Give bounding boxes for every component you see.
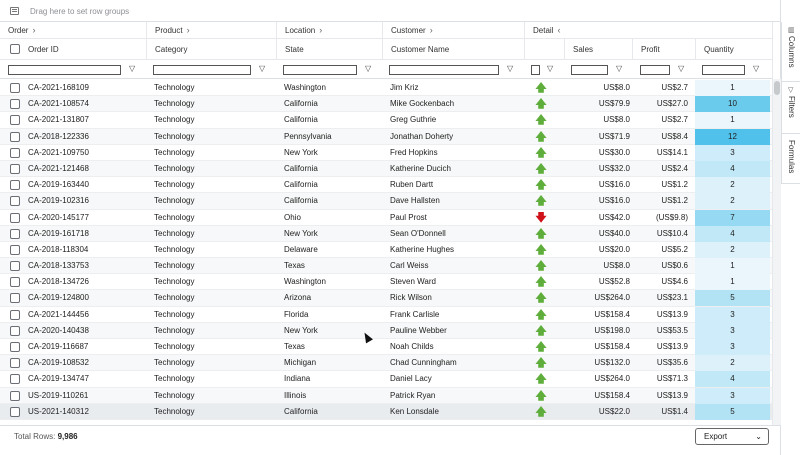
sales-cell: US$52.8 [598,277,630,287]
category-cell: Technology [154,228,195,238]
header-group-product[interactable]: Product › [146,22,276,39]
order-id-cell: CA-2019-108532 [28,358,89,368]
state-cell: Indiana [284,374,311,384]
row-checkbox[interactable] [10,99,20,109]
state-filter-input[interactable] [283,65,357,75]
table-row[interactable] [0,177,772,193]
columns-icon: ▥ [788,27,795,34]
order-id-cell: CA-2021-108574 [28,99,89,109]
quantity-cell: 2 [695,177,770,193]
state-cell: Florida [284,309,309,319]
row-checkbox[interactable] [10,326,20,336]
state-cell: California [284,99,318,109]
tab-filters[interactable]: ▽ Filters [781,82,800,134]
profit-cell: US$2.7 [661,83,688,92]
sales-filter-input[interactable] [571,65,608,75]
customer-cell: Patrick Ryan [390,390,436,400]
state-cell: Ohio [284,212,301,222]
header-group-row [0,22,772,39]
profit-cell: US$1.4 [661,406,688,416]
order-id-cell: CA-2018-133753 [28,261,89,271]
table-row[interactable] [0,404,772,420]
order-id-cell: CA-2019-116687 [28,342,89,351]
customer-cell: Katherine Hughes [390,244,455,254]
filter-icon[interactable]: ▽ [753,64,760,73]
profit-cell: US$2.4 [661,163,688,173]
arrow-up-icon: 🡅 [535,227,547,240]
arrow-up-icon: 🡅 [535,146,547,159]
category-cell: Technology [154,115,195,125]
arrow-up-icon: 🡅 [535,276,547,289]
state-cell: New York [284,228,318,238]
row-checkbox[interactable] [10,115,20,125]
customer-cell: Ken Lonsdale [390,406,439,416]
order-id-cell: CA-2021-131807 [28,115,89,125]
header-group-location[interactable]: Location › [276,22,382,39]
quantity-cell: 1 [695,274,770,290]
sales-cell: US$8.0 [603,115,630,125]
scrollbar-thumb[interactable] [774,81,780,95]
header-group-order[interactable]: Order › [8,25,36,35]
category-cell: Technology [154,99,195,109]
row-checkbox[interactable] [10,342,20,352]
state-cell: New York [284,147,318,157]
order-id-cell: CA-2019-124800 [28,293,89,303]
quantity-cell: 5 [695,290,770,306]
sales-cell: US$40.0 [598,228,630,238]
sales-cell: US$32.0 [598,163,630,173]
customer-cell: Jim Kriz [390,83,419,92]
table-row[interactable] [0,210,772,226]
chevron-right-icon: › [32,25,36,35]
tab-formulas[interactable]: Formulas [781,134,800,184]
row-checkbox[interactable] [10,374,20,384]
sales-cell: US$198.0 [594,325,630,335]
profit-cell: US$53.5 [656,325,688,335]
profit-cell: US$4.6 [661,277,688,287]
quantity-cell: 1 [695,112,770,128]
trend-filter-input[interactable] [531,65,540,75]
category-cell: Technology [154,374,195,384]
filter-icon[interactable]: ▽ [547,64,554,73]
state-cell: California [284,406,318,416]
quantity-cell: 3 [695,145,770,161]
customer-cell: Carl Weiss [390,261,429,271]
quantity-cell: 4 [695,226,770,242]
profit-cell: US$71.3 [656,374,688,384]
row-group-hint: Drag here to set row groups [30,7,130,16]
sales-cell: US$264.0 [594,293,630,303]
profit-cell: US$13.9 [656,309,688,319]
quantity-cell: 2 [695,355,770,371]
filter-icon[interactable]: ▽ [678,64,685,73]
order-id-cell: CA-2019-161718 [28,228,89,238]
customer-cell: Fred Hopkins [390,147,438,157]
order-id-cell: CA-2019-134747 [28,374,89,384]
table-row[interactable] [0,193,772,209]
row-checkbox[interactable] [10,180,20,190]
customer-cell: Katherine Ducich [390,163,451,173]
column-header-row [0,39,772,60]
category-cell: Technology [154,83,195,92]
sales-cell: US$42.0 [598,212,630,222]
tab-columns[interactable]: ▥ Columns [781,22,800,82]
state-cell: Arizona [284,293,312,303]
row-group-panel[interactable] [0,0,781,22]
header-group-customer[interactable]: Customer › [382,22,524,39]
state-cell: Delaware [284,244,318,254]
state-cell: California [284,115,318,125]
customer-cell: Mike Gockenbach [390,99,455,109]
customer-cell: Noah Childs [390,342,434,351]
row-checkbox[interactable] [10,407,20,417]
quantity-cell: 3 [695,339,770,355]
arrow-down-icon: 🡇 [535,211,547,224]
quantity-cell: 10 [695,96,770,112]
customer-cell: Frank Carlisle [390,309,440,319]
header-corner [772,22,781,79]
profit-cell: US$14.1 [656,147,688,157]
category-cell: Technology [154,261,195,271]
row-checkbox[interactable] [10,164,20,174]
arrow-up-icon: 🡅 [535,260,547,273]
category-cell: Technology [154,131,195,141]
row-checkbox[interactable] [10,148,20,158]
table-row[interactable] [0,355,772,371]
row-group-icon [10,7,19,15]
column-header-customer-name[interactable]: Customer Name [382,39,524,60]
table-row[interactable] [0,80,772,96]
customer-cell: Greg Guthrie [390,115,437,125]
row-checkbox[interactable] [10,261,20,271]
profit-cell: US$1.2 [661,180,688,190]
order-id-filter-input[interactable] [8,65,121,75]
customer-cell: Dave Hallsten [390,196,440,206]
category-cell: Technology [154,358,195,368]
profit-cell: US$13.9 [656,390,688,400]
profit-cell: US$0.6 [661,261,688,271]
column-header-sales[interactable]: Sales [564,39,632,60]
sales-cell: US$71.9 [598,131,630,141]
category-cell: Technology [154,293,195,303]
table-row[interactable] [0,323,772,339]
column-header-state[interactable]: State [276,39,382,60]
category-cell: Technology [154,277,195,287]
table-row[interactable] [0,258,772,274]
table-row[interactable] [0,307,772,323]
state-cell: Illinois [284,390,307,400]
arrow-up-icon: 🡅 [535,308,547,321]
sales-cell: US$16.0 [598,180,630,190]
order-id-cell: CA-2018-122336 [28,131,89,141]
total-rows: Total Rows: 9,986 [14,432,78,441]
category-cell: Technology [154,244,195,254]
row-checkbox[interactable] [10,132,20,142]
row-checkbox[interactable] [10,293,20,303]
filter-row [0,60,772,79]
order-id-cell: CA-2021-168109 [28,83,89,92]
order-id-cell: CA-2021-144456 [28,309,89,319]
row-checkbox[interactable] [10,83,20,93]
quantity-cell: 3 [695,307,770,323]
category-cell: Technology [154,342,195,351]
sales-cell: US$8.0 [603,83,630,92]
category-cell: Technology [154,390,195,400]
order-id-cell: CA-2020-145177 [28,212,89,222]
table-row[interactable] [0,145,772,161]
state-cell: Texas [284,261,305,271]
quantity-cell: 3 [695,323,770,339]
table-row[interactable] [0,290,772,306]
profit-cell: US$1.2 [661,196,688,206]
row-checkbox[interactable] [10,277,20,287]
arrow-up-icon: 🡅 [535,243,547,256]
filter-icon: ▽ [788,87,794,94]
category-cell: Technology [154,196,195,206]
state-cell: Michigan [284,358,317,368]
customer-cell: Sean O'Donnell [390,228,446,238]
table-row[interactable] [0,96,772,112]
row-checkbox[interactable] [10,310,20,320]
state-cell: California [284,163,318,173]
table-row[interactable] [0,242,772,258]
arrow-up-icon: 🡅 [535,114,547,127]
profit-filter-input[interactable] [640,65,670,75]
side-bar [781,22,800,425]
row-checkbox[interactable] [10,229,20,239]
sales-cell: US$158.4 [594,342,630,351]
chevron-down-icon: ⌄ [755,432,762,441]
select-all-checkbox[interactable] [10,44,20,54]
customer-cell: Pauline Webber [390,325,447,335]
column-header-quantity[interactable]: Quantity [695,39,772,60]
quantity-cell: 1 [695,80,770,96]
state-cell: California [284,180,318,190]
vertical-scrollbar[interactable] [772,79,781,425]
quantity-cell: 5 [695,404,770,420]
arrow-up-icon: 🡅 [535,130,547,143]
quantity-cell: 7 [695,210,770,226]
profit-cell: US$23.1 [656,293,688,303]
quantity-cell: 12 [695,129,770,145]
quantity-cell: 4 [695,371,770,387]
arrow-up-icon: 🡅 [535,179,547,192]
row-checkbox[interactable] [10,391,20,401]
category-cell: Technology [154,309,195,319]
order-id-cell: CA-2019-102316 [28,196,89,206]
profit-cell: US$5.2 [661,244,688,254]
state-cell: California [284,196,318,206]
sales-cell: US$79.9 [598,99,630,109]
arrow-up-icon: 🡅 [535,292,547,305]
chevron-right-icon: › [186,25,190,35]
order-id-cell: US-2021-140312 [28,406,89,416]
category-cell: Technology [154,147,195,157]
category-cell: Technology [154,406,195,416]
table-row[interactable] [0,112,772,128]
table-row[interactable] [0,161,772,177]
category-cell: Technology [154,180,195,190]
customer-cell: Jonathan Doherty [390,131,454,141]
sales-cell: US$22.0 [598,406,630,416]
arrow-up-icon: 🡅 [535,357,547,370]
quantity-cell: 2 [695,193,770,209]
chevron-left-icon: ‹ [557,25,561,35]
order-id-cell: CA-2021-121468 [28,163,89,173]
filter-icon[interactable]: ▽ [129,64,136,73]
table-row[interactable] [0,274,772,290]
customer-cell: Chad Cunningham [390,358,457,368]
table-row[interactable] [0,388,772,404]
table-row[interactable] [0,129,772,145]
profit-cell: US$2.7 [661,115,688,125]
arrow-up-icon: 🡅 [535,405,547,418]
column-header-order-id[interactable]: Order ID [28,45,59,54]
table-row[interactable] [0,339,772,355]
category-filter-input[interactable] [153,65,251,75]
row-checkbox[interactable] [10,245,20,255]
column-header-trend[interactable] [524,39,564,60]
arrow-up-icon: 🡅 [535,162,547,175]
filter-icon[interactable]: ▽ [259,64,266,73]
row-checkbox[interactable] [10,196,20,206]
arrow-up-icon: 🡅 [535,98,547,111]
column-header-profit[interactable]: Profit [632,39,695,60]
chevron-right-icon: › [429,25,433,35]
table-row[interactable] [0,226,772,242]
quantity-cell: 4 [695,161,770,177]
customer-cell: Steven Ward [390,277,436,287]
arrow-up-icon: 🡅 [535,195,547,208]
customer-cell: Paul Prost [390,212,427,222]
quantity-cell: 1 [695,258,770,274]
state-cell: New York [284,325,318,335]
status-bar [0,425,781,455]
profit-cell: US$8.4 [661,131,688,141]
chevron-right-icon: › [319,25,323,35]
sales-cell: US$132.0 [594,358,630,368]
sales-cell: US$158.4 [594,390,630,400]
profit-cell: US$10.4 [656,228,688,238]
column-header-category[interactable]: Category [146,39,276,60]
arrow-up-icon: 🡅 [535,341,547,353]
profit-cell: US$27.0 [656,99,688,109]
header-group-detail[interactable]: Detail ‹ [524,22,772,39]
arrow-up-icon: 🡅 [535,373,547,386]
arrow-up-icon: 🡅 [535,82,547,94]
order-id-cell: US-2019-110261 [28,390,89,400]
filter-icon[interactable]: ▽ [616,64,623,73]
sales-cell: US$158.4 [594,309,630,319]
arrow-up-icon: 🡅 [535,389,547,402]
filter-icon[interactable]: ▽ [507,64,514,73]
export-dropdown[interactable]: Export ⌄ [695,428,769,445]
sales-cell: US$264.0 [594,374,630,384]
category-cell: Technology [154,212,195,222]
quantity-filter-input[interactable] [702,65,745,75]
arrow-up-icon: 🡅 [535,324,547,337]
customer-cell: Ruben Dartt [390,180,434,190]
state-cell: Washington [284,83,326,92]
state-cell: Texas [284,342,305,351]
table-row[interactable] [0,371,772,387]
state-cell: Washington [284,277,326,287]
grid-body [0,80,772,420]
customer-cell: Rick Wilson [390,293,432,303]
order-id-cell: CA-2021-109750 [28,147,89,157]
quantity-cell: 3 [695,388,770,404]
category-cell: Technology [154,163,195,173]
row-checkbox[interactable] [10,358,20,368]
order-id-cell: CA-2018-134726 [28,277,89,287]
quantity-cell: 2 [695,242,770,258]
sales-cell: US$30.0 [598,147,630,157]
profit-cell: US$35.6 [656,358,688,368]
customer-filter-input[interactable] [389,65,499,75]
row-checkbox[interactable] [10,213,20,223]
profit-cell: US$13.9 [656,342,688,351]
order-id-cell: CA-2020-140438 [28,325,89,335]
profit-cell: (US$9.8) [655,212,688,222]
filter-icon[interactable]: ▽ [365,64,372,73]
sales-cell: US$8.0 [603,261,630,271]
order-id-cell: CA-2018-118304 [28,244,89,254]
sales-cell: US$20.0 [598,244,630,254]
category-cell: Technology [154,325,195,335]
state-cell: Pennsylvania [284,131,332,141]
customer-cell: Daniel Lacy [390,374,432,384]
order-id-cell: CA-2019-163440 [28,180,89,190]
sales-cell: US$16.0 [598,196,630,206]
